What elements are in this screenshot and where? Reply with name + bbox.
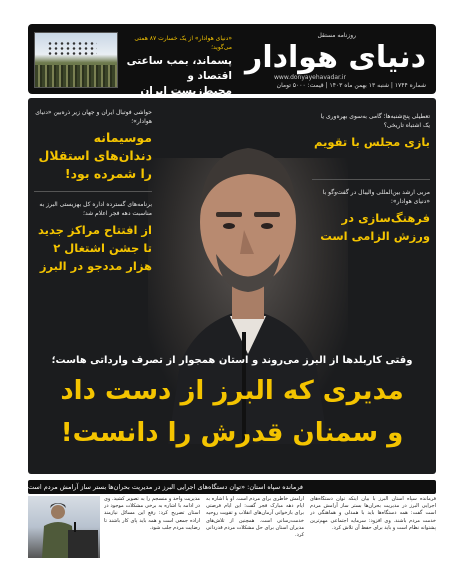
story-kicker: تعطیلی پنج‌شنبه‌ها؛ گامی به‌سوی بهره‌وری یا یک اشتباه تاریخی؟	[320, 113, 430, 129]
bottom-headline: فرمانده سپاه استان: «توان دستگاه‌های اجرایی البرز در مدیریت بحران‌ها بستر ساز آرامش مردم است	[28, 483, 304, 491]
header-story	[124, 34, 232, 99]
lead-kicker: وقتی کاربلدها از البرز می‌روند و استان همجوار از تصرف وارداتی هاست؛	[51, 355, 413, 366]
story-title: موسیمانه دندان‌های استقلال را شمرده بود!	[38, 130, 152, 181]
article-column: فرمانده سپاه استان البرز با بیان اینکه توان دستگاه‌های اجرایی البرز در مدیریت بحران‌ها بستر ساز آرامش مردم است گفت: همه دستگاه‌ها باید با همدلی و هماهنگی در خدمت مردم باشند. وی افزود: سرمایه اجتماعی مهم‌ترین پشتوانه نظام است و باید برای حفظ آن تلاش کرد.	[310, 496, 436, 531]
divider	[34, 191, 152, 192]
header-story-title: پسماند، بمب ساعتی اقتصاد و محیط‌زیست ایران	[126, 55, 232, 97]
waste-ground	[35, 65, 117, 87]
story-title: از افتتاح مراکز جدید تا جشن اشتغال ۲ هزار مددجو در البرز	[38, 223, 152, 273]
left-column	[34, 108, 152, 275]
header-story-kicker: «دنیای هوادار» از یک خسارت ۸۷ همتی می‌گوید؛	[134, 35, 232, 51]
issue-info: شماره ۱۷۴۴ | شنبه ۱۳ بهمن ماه ۱۴۰۳ | قیمت: ۵۰۰۰ تومان	[276, 82, 426, 89]
commander-figure	[28, 496, 100, 558]
story-title: بازی مجلس با تقویم	[314, 135, 430, 149]
right-column	[312, 112, 430, 245]
lead-headline-line2: و سمنان قدرش را دانست!	[60, 418, 404, 448]
masthead-subtitle: روزنامه مستقل	[317, 32, 356, 39]
story-title: فرهنگ‌سازی در ورزش الزامی است	[320, 211, 430, 243]
story-kicker: مربی ارشد بین‌المللی والیبال در گفت‌وگو با «دنیای هوادار»:	[322, 189, 430, 205]
header	[28, 24, 436, 97]
website-url: www.donyayehavadar.ir	[274, 74, 346, 81]
birds-flock	[47, 41, 97, 55]
divider	[312, 179, 430, 180]
article-column: مدیریت واحد و منسجم را به تصویر کشید. وی در ادامه با اشاره به برخی مشکلات موجود در استان تصریح کرد: رفع این مسائل نیازمند اراده جمعی است و همه باید پای کار باشند تا رضایت مردم جلب شود.	[104, 496, 200, 531]
story-kicker: حواشی فوتبال ایران و جهان زیر ذره‌بین «دنیای هوادار»؛	[35, 109, 152, 125]
lead-story	[34, 354, 430, 452]
masthead	[216, 30, 426, 90]
landfill-photo	[34, 32, 118, 88]
lead-headline-line1: مدیری که البرز از دست داد	[60, 376, 404, 406]
masthead-title: دنیای هوادار	[245, 40, 426, 75]
story-kicker: برنامه‌های گسترده اداره کل بهزیستی البرز به مناسبت دهه فجر اعلام شد؛	[39, 201, 152, 217]
bottom-headline-bar	[28, 480, 436, 494]
commander-photo	[28, 496, 100, 558]
article-column: آرامش خاطری برای مردم است. او با اشاره به ایام دهه مبارک فجر گفت: این ایام فرصتی برای بازخوانی آرمان‌های انقلاب و تقویت روحیه خدمت‌رسانی است. همچنین از تلاش‌های مدیران استان برای حل مشکلات مردم قدردانی کرد.	[206, 496, 304, 539]
main-photo-area	[28, 98, 436, 474]
